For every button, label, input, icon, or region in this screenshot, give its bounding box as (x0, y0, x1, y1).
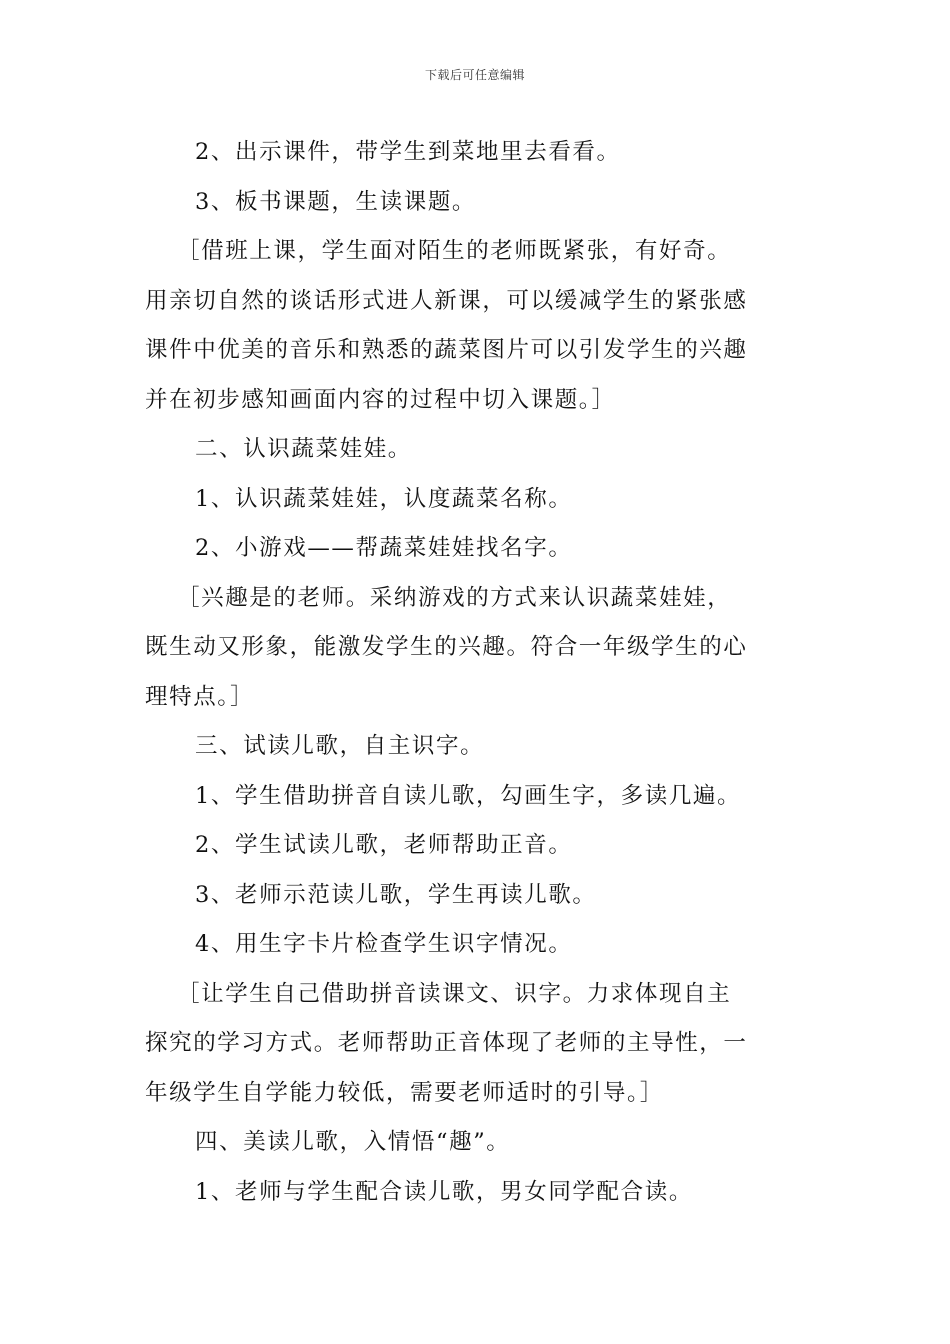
list-item: 3、板书课题，生读课题。 (195, 188, 477, 215)
page-header: 下载后可任意编辑 (424, 68, 525, 82)
list-item: 1、认识蔬菜娃娃，认度蔬菜名称。 (195, 485, 573, 512)
paragraph-line: ［兴趣是的老师。采纳游戏的方式来认识蔬菜娃娃， (177, 584, 732, 611)
section-heading: 二、认识蔬菜娃娃。 (195, 436, 412, 462)
paragraph-line: ［借班上课，学生面对陌生的老师既紧张，有好奇。 (177, 238, 732, 264)
list-item: 2、学生试读儿歌，老师帮助正音。 (195, 832, 573, 858)
paragraph-line: 年级学生自学能力较低，需要老师适时的引导。］ (145, 1079, 664, 1106)
paragraph-line: 并在初步感知画面内容的过程中切入课题。］ (145, 386, 616, 413)
paragraph-line: ［让学生自己借助拼音读课文、识字。力求体现自主 (177, 980, 732, 1007)
document-body (145, 128, 810, 1217)
paragraph-line: 既生动又形象，能激发学生的兴趣。符合一年级学生的心 (145, 634, 748, 660)
list-item: 3、老师示范读儿歌，学生再读儿歌。 (195, 881, 597, 908)
list-item: 2、出示课件，带学生到菜地里去看看。 (195, 139, 621, 165)
list-item: 1、学生借助拼音自读儿歌，勾画生字，多读几遍。 (195, 782, 742, 809)
section-heading: 四、美读儿歌，入情悟“趣”。 (195, 1129, 511, 1155)
paragraph-line: 理特点。］ (145, 683, 255, 710)
list-item: 1、老师与学生配合读儿歌，男女同学配合读。 (195, 1178, 693, 1205)
list-item: 4、用生字卡片检查学生识字情况。 (195, 931, 573, 957)
paragraph-line: 课件中优美的音乐和熟悉的蔬菜图片可以引发学生的兴趣 (145, 337, 748, 363)
list-item: 2、小游戏——帮蔬菜娃娃找名字。 (195, 535, 573, 561)
commentary-paragraph (145, 574, 810, 723)
commentary-paragraph (145, 970, 810, 1119)
commentary-paragraph (145, 227, 810, 425)
section-heading: 三、试读儿歌，自主识字。 (195, 733, 485, 759)
paragraph-line: 用亲切自然的谈话形式进人新课，可以缓减学生的紧张感 (145, 287, 748, 314)
paragraph-line: 探究的学习方式。老师帮助正音体现了老师的主导性，一 (145, 1030, 748, 1056)
